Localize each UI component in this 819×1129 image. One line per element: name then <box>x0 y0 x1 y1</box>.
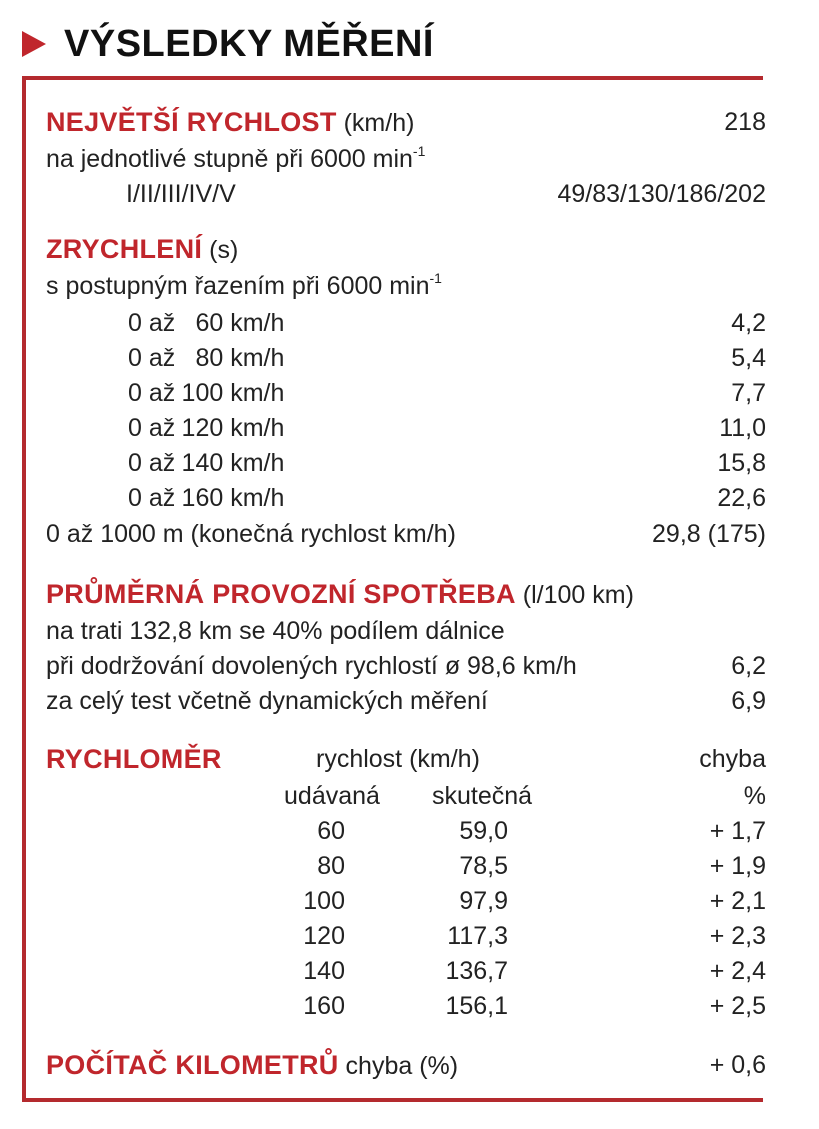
consumption-line2-row <box>46 650 766 682</box>
acceleration-header-row <box>46 233 766 265</box>
acceleration-speed: 120 <box>181 414 224 442</box>
acceleration-row <box>46 377 766 409</box>
speedometer-row <box>46 955 766 987</box>
speedometer-actual: 117,3 <box>447 922 508 950</box>
consumption-unit: (l/100 km) <box>522 581 634 609</box>
acceleration-distance-row <box>46 518 766 550</box>
acceleration-time: 11,0 <box>719 414 766 442</box>
acceleration-distance-label: 0 až 1000 m (konečná rychlost km/h) <box>46 520 456 548</box>
speedometer-indicated: 120 <box>303 922 345 950</box>
speedometer-row <box>46 885 766 917</box>
gears-values-row <box>46 178 766 210</box>
page-header <box>22 18 434 70</box>
speedometer-speed-header: rychlost (km/h) <box>316 745 480 773</box>
gears-label-row <box>46 143 766 175</box>
acceleration-unit-label: km/h <box>230 449 285 477</box>
acceleration-prefix: 0 až <box>128 344 176 372</box>
consumption-line1-row <box>46 615 766 647</box>
consumption-line2-value: 6,2 <box>731 652 766 680</box>
speedometer-actual: 78,5 <box>459 852 508 880</box>
acceleration-unit-label: km/h <box>230 309 285 337</box>
consumption-line2: při dodržování dovolených rychlostí ø 98,6 km/h <box>46 652 577 680</box>
acceleration-row <box>46 307 766 339</box>
acceleration-prefix: 0 až <box>128 309 176 337</box>
acceleration-speed: 160 <box>181 484 224 512</box>
speedometer-indicated: 80 <box>317 852 345 880</box>
speedometer-actual: 97,9 <box>459 887 508 915</box>
acceleration-row <box>46 447 766 479</box>
gears-label: na jednotlivé stupně při 6000 min <box>46 145 413 173</box>
acceleration-prefix: 0 až <box>128 414 176 442</box>
speedometer-error: + 2,1 <box>709 887 766 915</box>
consumption-header-row <box>46 578 766 610</box>
acceleration-unit: (s) <box>209 236 239 264</box>
acceleration-subtitle-row <box>46 270 766 302</box>
gears-label-sup: -1 <box>412 142 426 159</box>
acceleration-time: 7,7 <box>731 379 766 407</box>
gears-names: I/II/III/IV/V <box>126 180 236 208</box>
max-speed-heading: NEJVĚTŠÍ RYCHLOST <box>46 107 337 137</box>
gears-values: 49/83/130/186/202 <box>557 180 766 208</box>
speedometer-actual: 59,0 <box>459 817 508 845</box>
speedometer-error: + 2,5 <box>709 992 766 1020</box>
odometer-row <box>46 1049 766 1081</box>
speedometer-actual: 156,1 <box>445 992 508 1020</box>
acceleration-unit-label: km/h <box>230 379 285 407</box>
acceleration-distance-value: 29,8 (175) <box>652 520 766 548</box>
acceleration-prefix: 0 až <box>128 379 176 407</box>
speedometer-error: + 1,7 <box>709 817 766 845</box>
odometer-heading: POČÍTAČ KILOMETRŮ <box>46 1050 339 1080</box>
speedometer-error: + 1,9 <box>709 852 766 880</box>
acceleration-unit-label: km/h <box>230 414 285 442</box>
page-title: VÝSLEDKY MĚŘENÍ <box>64 22 434 65</box>
acceleration-heading: ZRYCHLENÍ <box>46 234 203 264</box>
odometer-label: chyba (%) <box>345 1052 459 1080</box>
speedometer-columns-row <box>46 780 766 812</box>
speedometer-actual: 136,7 <box>445 957 508 985</box>
acceleration-time: 4,2 <box>731 309 766 337</box>
odometer-value: + 0,6 <box>709 1051 766 1079</box>
speedometer-row <box>46 815 766 847</box>
speedometer-col-error-unit: % <box>743 782 766 810</box>
max-speed-value: 218 <box>724 108 766 136</box>
acceleration-time: 22,6 <box>717 484 766 512</box>
acceleration-row <box>46 342 766 374</box>
speedometer-col-actual: skutečná <box>431 782 533 810</box>
consumption-line1: na trati 132,8 km se 40% podílem dálnice <box>46 617 505 645</box>
acceleration-time: 5,4 <box>731 344 766 372</box>
speedometer-header-row <box>46 743 766 775</box>
max-speed-unit: (km/h) <box>343 109 415 137</box>
speedometer-error: + 2,4 <box>709 957 766 985</box>
triangle-bullet-icon <box>22 31 46 57</box>
consumption-line3-value: 6,9 <box>731 687 766 715</box>
speedometer-heading: RYCHLOMĚR <box>46 744 222 774</box>
acceleration-unit-label: km/h <box>230 344 285 372</box>
speedometer-row <box>46 920 766 952</box>
acceleration-speed: 140 <box>181 449 224 477</box>
speedometer-row <box>46 850 766 882</box>
acceleration-subtitle: s postupným řazením při 6000 min <box>46 272 430 300</box>
speedometer-indicated: 140 <box>303 957 345 985</box>
acceleration-speed: 80 <box>195 344 224 372</box>
consumption-heading: PRŮMĚRNÁ PROVOZNÍ SPOTŘEBA <box>46 579 516 609</box>
acceleration-speed: 60 <box>195 309 224 337</box>
speedometer-error: + 2,3 <box>709 922 766 950</box>
speedometer-error-header: chyba <box>699 745 766 773</box>
acceleration-prefix: 0 až <box>128 484 176 512</box>
acceleration-prefix: 0 až <box>128 449 176 477</box>
consumption-line3-row <box>46 685 766 717</box>
acceleration-row <box>46 482 766 514</box>
acceleration-subtitle-sup: -1 <box>429 269 442 286</box>
acceleration-unit-label: km/h <box>230 484 285 512</box>
acceleration-row <box>46 412 766 444</box>
acceleration-speed: 100 <box>181 379 224 407</box>
speedometer-indicated: 160 <box>303 992 345 1020</box>
speedometer-row <box>46 990 766 1022</box>
acceleration-time: 15,8 <box>717 449 766 477</box>
consumption-line3: za celý test včetně dynamických měření <box>46 687 488 715</box>
max-speed-header-row <box>46 106 766 138</box>
speedometer-indicated: 100 <box>303 887 345 915</box>
speedometer-indicated: 60 <box>317 817 345 845</box>
speedometer-col-indicated: udávaná <box>284 782 380 810</box>
